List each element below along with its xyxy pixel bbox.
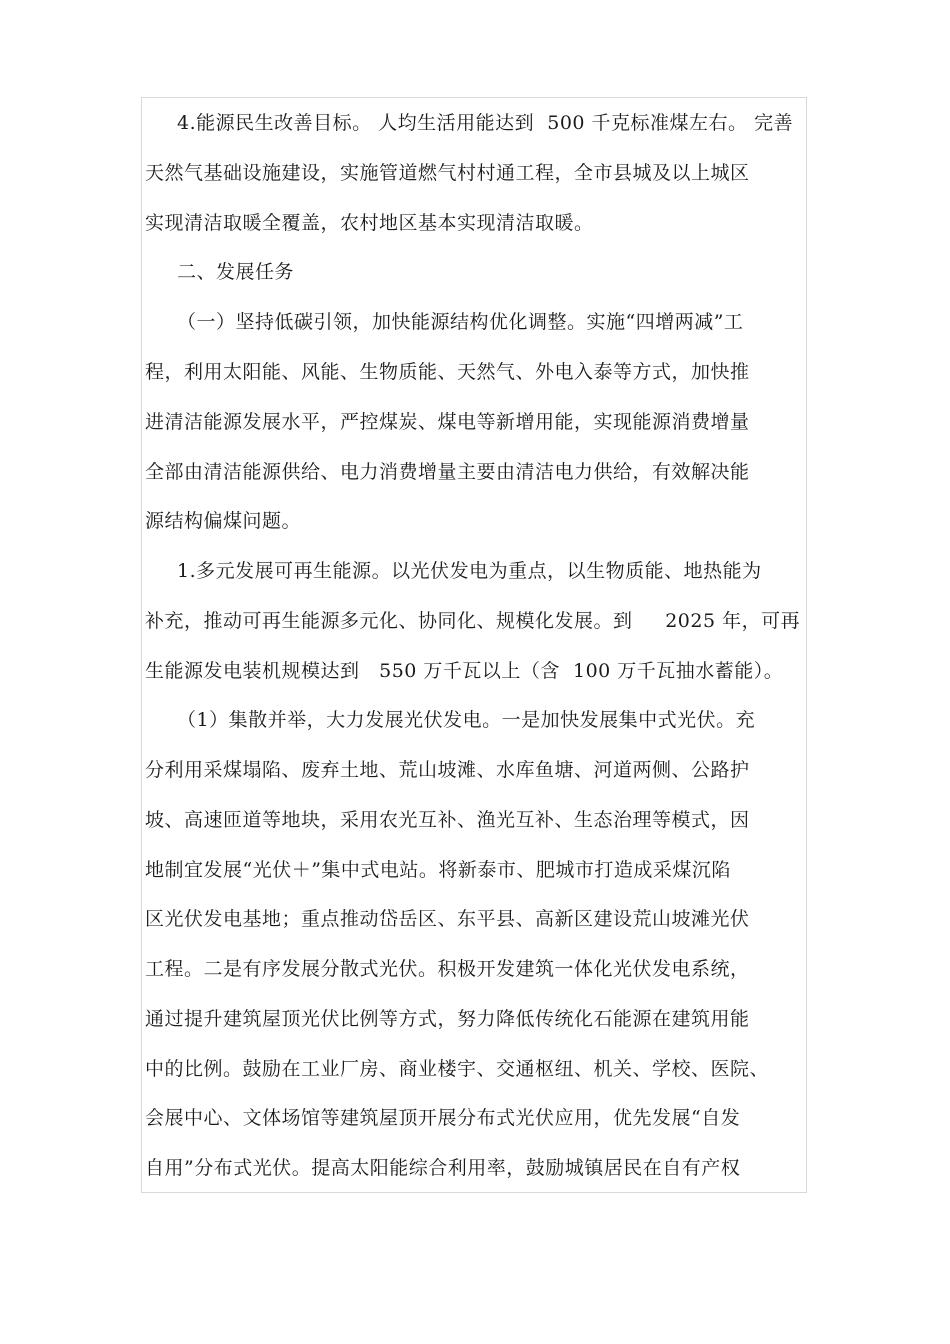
paragraph-line: 1.多元发展可再生能源。以光伏发电为重点，以生物质能、地热能为: [177, 560, 762, 582]
paragraph-line: 工程。二是有序发展分散式光伏。积极开发建筑一体化光伏发电系统，: [145, 958, 750, 980]
paragraph-line: 坡、高速匝道等地块，采用农光互补、渔光互补、生态治理等模式，因: [145, 809, 750, 831]
paragraph-line: 中的比例。鼓励在工业厂房、商业楼宇、交通枢纽、机关、学校、医院、: [145, 1058, 770, 1080]
paragraph-line: 会展中心、文体场馆等建筑屋顶开展分布式光伏应用，优先发展“自发: [145, 1107, 741, 1129]
paragraph-line: 程，利用太阳能、风能、生物质能、天然气、外电入泰等方式，加快推: [145, 361, 750, 383]
paragraph-line: 地制宜发展“光伏＋”集中式电站。将新泰市、肥城市打造成采煤沉陷: [145, 859, 731, 881]
paragraph-line: 天然气基础设施建设，实施管道燃气村村通工程，全市县城及以上城区: [145, 162, 750, 184]
paragraph-line: 区光伏发电基地；重点推动岱岳区、东平县、高新区建设荒山坡滩光伏: [145, 908, 750, 930]
paragraph-line: （1）集散并举，大力发展光伏发电。一是加快发展集中式光伏。充: [177, 709, 756, 731]
paragraph-line: 补充，推动可再生能源多元化、协同化、规模化发展。到 2025 年，可再: [145, 610, 801, 632]
paragraph-line: 通过提升建筑屋顶光伏比例等方式，努力降低传统化石能源在建筑用能: [145, 1008, 750, 1030]
paragraph-line: 生能源发电装机规模达到 550 万千瓦以上（含 100 万千瓦抽水蓄能）。: [145, 660, 784, 682]
paragraph-line: 分利用采煤塌陷、废弃土地、荒山坡滩、水库鱼塘、河道两侧、公路护: [145, 759, 750, 781]
paragraph-line: （一）坚持低碳引领，加快能源结构优化调整。实施“四增两减”工: [177, 311, 744, 333]
paragraph-line: 进清洁能源发展水平，严控煤炭、煤电等新增用能，实现能源消费增量: [145, 411, 750, 433]
paragraph-line: 自用”分布式光伏。提高太阳能综合利用率，鼓励城镇居民在自有产权: [145, 1157, 741, 1179]
section-heading: 二、发展任务: [177, 261, 295, 283]
paragraph-line: 4.能源民生改善目标。 人均生活用能达到 500 千克标准煤左右。 完善: [177, 112, 794, 134]
paragraph-line: 全部由清洁能源供给、电力消费增量主要由清洁电力供给，有效解决能: [145, 461, 750, 483]
paragraph-line: 实现清洁取暖全覆盖，农村地区基本实现清洁取暖。: [145, 212, 594, 234]
paragraph-line: 源结构偏煤问题。: [145, 510, 302, 532]
